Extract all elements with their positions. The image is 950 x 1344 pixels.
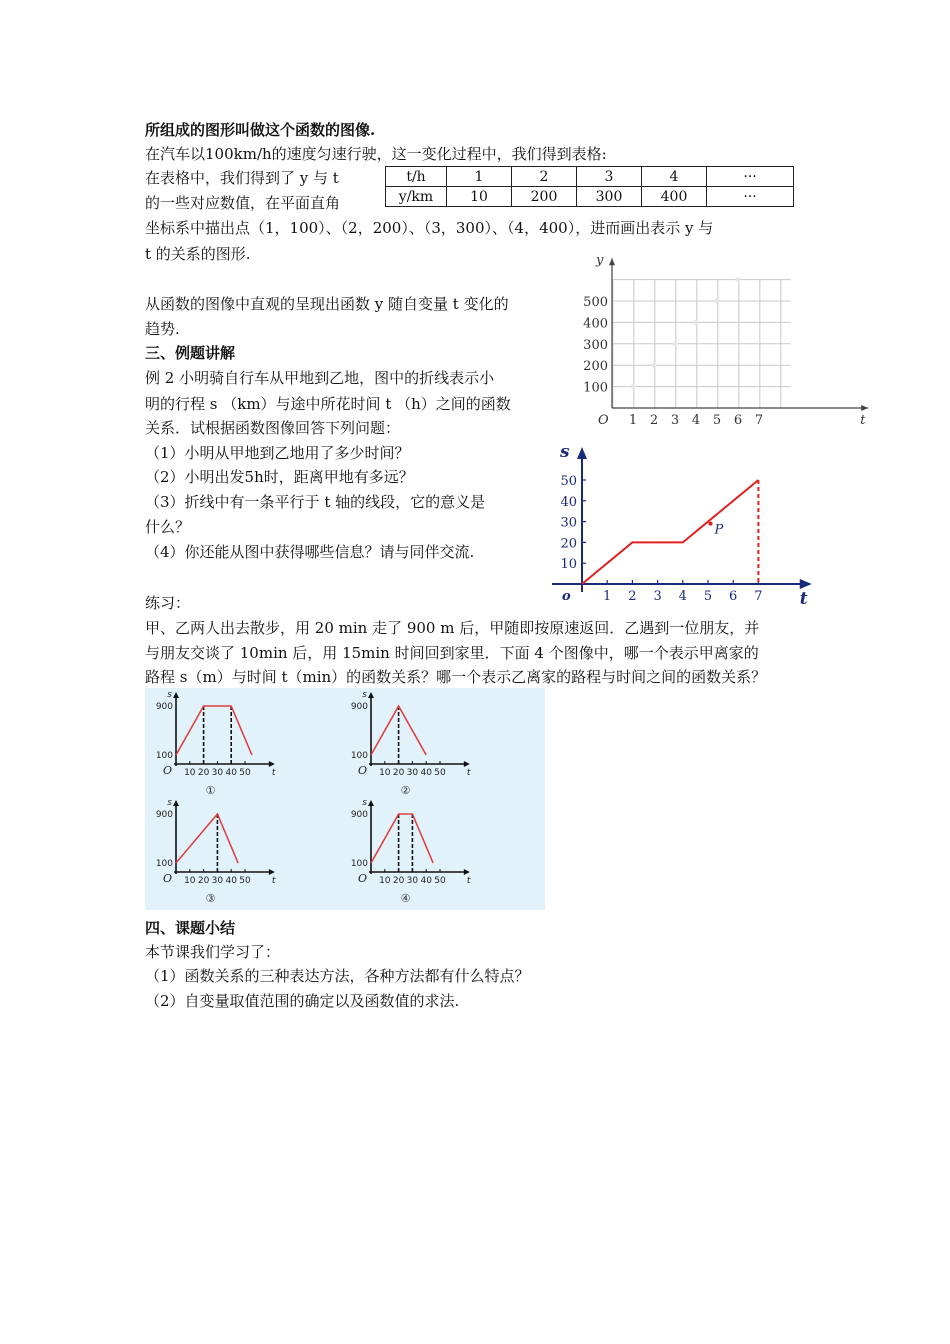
y-tick-label: 300	[583, 337, 608, 353]
origin-label: o	[562, 589, 571, 604]
intro-line-4: 的一些对应数值，在平面直角	[145, 194, 341, 212]
question-4: （4）你还能从图中获得哪些信息？请与同伴交流.	[145, 543, 475, 561]
x-tick-label: 30	[211, 768, 224, 778]
y-tick-label: 900	[155, 810, 173, 820]
x-axis-arrow	[861, 405, 868, 411]
data-point	[631, 384, 636, 389]
data-point	[694, 320, 699, 325]
y-tick-label: 200	[583, 359, 608, 375]
y-tick-label: 100	[350, 859, 368, 869]
graph-caption: ③	[205, 892, 216, 905]
x-tick-label: 6	[729, 589, 738, 604]
y-axis-arrow	[368, 692, 374, 698]
question-2: （2）小明出发5h时，距离甲地有多远？	[145, 468, 414, 486]
x-tick-label: 30	[211, 876, 224, 886]
table-cell: 3	[577, 167, 642, 187]
intro-line-1: 所组成的图形叫做这个函数的图像.	[145, 121, 376, 139]
y-axis-label: s	[362, 798, 367, 808]
summary-line-2: （1）函数关系的三种表达方法，各种方法都有什么特点？	[145, 967, 530, 985]
table-cell: 1	[447, 167, 512, 187]
example-line-2: 明的行程 s （km）与途中所花时间 t （h）之间的函数	[145, 395, 511, 413]
y-tick-label: 100	[583, 380, 608, 396]
x-tick-label: 5	[703, 589, 713, 604]
practice-title: 练习：	[145, 594, 191, 612]
intro-line-5: 坐标系中描出点（1，100）、（2，200）、（3，300）、（4，400），进而画出表示 y 与	[145, 219, 714, 237]
series-line	[371, 814, 433, 863]
x-axis-arrow	[800, 579, 812, 589]
y-tick-label: 50	[560, 474, 577, 489]
data-point	[736, 277, 741, 282]
y-axis-arrow	[609, 258, 615, 265]
question-3a: （3）折线中有一条平行于 t 轴的线段，它的意义是	[145, 493, 486, 511]
x-tick-label: 10	[184, 876, 196, 886]
y-tick-label: 100	[155, 751, 173, 761]
y-axis-label: y	[596, 253, 604, 269]
x-tick-label: 4	[678, 589, 687, 604]
chart-s-vs-t	[552, 440, 812, 610]
x-tick-label: 1	[628, 413, 638, 428]
x-tick-label: 50	[434, 768, 446, 778]
y-tick-label: 20	[560, 536, 577, 552]
table-row	[386, 167, 794, 187]
x-axis-arrow	[464, 869, 470, 875]
x-tick-label: 3	[653, 589, 662, 604]
x-tick-label: 10	[379, 876, 391, 886]
x-axis-label: t	[860, 413, 866, 428]
intro-line-6: t 的关系的图形.	[145, 245, 251, 263]
example-line-3: 关系．试根据函数图像回答下列问题：	[145, 419, 401, 437]
data-point	[715, 299, 720, 304]
question-3b: 什么？	[145, 518, 191, 536]
x-tick-label: 50	[239, 768, 251, 778]
y-tick-label: 10	[560, 557, 577, 573]
x-axis-arrow	[464, 761, 470, 767]
origin-label: O	[357, 764, 367, 777]
data-point	[652, 363, 657, 368]
table-cell: 10	[447, 187, 512, 207]
y-axis-arrow	[577, 447, 587, 459]
x-tick-label: 50	[434, 876, 446, 886]
x-tick-label: 10	[379, 768, 391, 778]
graph-2	[345, 692, 535, 797]
graph-4	[345, 800, 535, 905]
y-tick-label: 40	[560, 494, 577, 510]
x-axis-label: t	[799, 589, 808, 609]
x-tick-label: 20	[392, 876, 405, 886]
x-tick-label: 30	[406, 768, 419, 778]
intro-line-3: 在表格中，我们得到了 y 与 t	[145, 169, 339, 187]
graph-caption: ②	[400, 784, 411, 797]
practice-line-3: 路程 s（m）与时间 t（min）的函数关系？哪一个表示乙离家的路程与时间之间的函数关系？	[145, 668, 767, 686]
y-tick-label: 100	[350, 751, 368, 761]
point-p	[709, 522, 713, 526]
y-tick-label: 400	[583, 316, 608, 332]
table-cell: y/km	[386, 187, 447, 207]
section3-heading: 三、例题讲解	[145, 344, 236, 362]
summary-line-3: （2）自变量取值范围的确定以及函数值的求法.	[145, 992, 460, 1010]
series-line	[176, 814, 238, 863]
graph-1	[150, 692, 340, 797]
summary-line-1: 本节课我们学习了：	[145, 943, 281, 961]
x-tick-label: 1	[603, 589, 612, 604]
x-tick-label: 20	[197, 876, 210, 886]
section4-heading: 四、课题小结	[145, 919, 236, 937]
x-tick-label: 4	[691, 413, 701, 428]
y-tick-label: 900	[350, 702, 368, 712]
table-cell: 300	[577, 187, 642, 207]
x-axis-label: t	[271, 876, 276, 886]
y-axis-label: s	[362, 690, 367, 700]
table-cell: 2	[512, 167, 577, 187]
x-tick-label: 10	[184, 768, 196, 778]
practice-line-1: 甲、乙两人出去散步，用 20 min 走了 900 m 后，甲随即按原速返回．乙遇到一位朋友，并	[145, 619, 760, 637]
data-point	[673, 341, 678, 346]
graph-3	[150, 800, 340, 905]
y-tick-label: 500	[583, 295, 608, 310]
table-cell: ···	[707, 187, 794, 207]
example-line-1: 例 2 小明骑自行车从甲地到乙地，图中的折线表示小	[145, 369, 495, 387]
x-tick-label: 7	[754, 589, 763, 604]
x-axis-label: t	[271, 768, 276, 778]
x-tick-label: 6	[733, 413, 743, 428]
y-axis-arrow	[173, 692, 179, 698]
table-cell: 4	[642, 167, 707, 187]
origin-label: O	[162, 872, 172, 885]
x-tick-label: 7	[754, 413, 764, 428]
question-1: （1）小明从甲地到乙地用了多少时间？	[145, 444, 410, 462]
y-tick-label: 100	[155, 859, 173, 869]
x-tick-label: 20	[392, 768, 405, 778]
intro-line-7: 从函数的图像中直观的呈现出函数 y 随自变量 t 变化的	[145, 295, 509, 313]
series-line	[582, 480, 758, 584]
x-axis-arrow	[269, 869, 275, 875]
x-tick-label: 30	[406, 876, 419, 886]
x-tick-label: 3	[670, 413, 680, 428]
y-axis-arrow	[368, 800, 374, 806]
x-tick-label: 2	[628, 589, 637, 604]
table-cell: 200	[512, 187, 577, 207]
point-p-label: P	[714, 522, 724, 538]
x-axis-arrow	[269, 761, 275, 767]
y-tick-label: 900	[350, 810, 368, 820]
y-axis-label: s	[167, 798, 172, 808]
y-tick-label: 900	[155, 702, 173, 712]
x-tick-label: 50	[239, 876, 251, 886]
x-tick-label: 40	[225, 768, 237, 778]
intro-line-8: 趋势.	[145, 320, 180, 338]
x-tick-label: 40	[225, 876, 237, 886]
x-axis-label: t	[466, 876, 471, 886]
table-cell: t/h	[386, 167, 447, 187]
value-table	[385, 166, 794, 207]
table-cell: ···	[707, 167, 794, 187]
y-axis-label: s	[167, 690, 172, 700]
x-axis-label: t	[466, 768, 471, 778]
table-cell: 400	[642, 187, 707, 207]
series-line	[176, 706, 252, 755]
graph-caption: ④	[400, 892, 411, 905]
intro-line-2: 在汽车以100km/h的速度匀速行驶，这一变化过程中，我们得到表格:	[145, 145, 607, 163]
graph-caption: ①	[205, 784, 216, 797]
x-tick-label: 40	[420, 876, 432, 886]
x-tick-label: 40	[420, 768, 432, 778]
chart-y-vs-t	[580, 250, 866, 430]
origin-label: O	[357, 872, 367, 885]
y-axis-arrow	[173, 800, 179, 806]
x-tick-label: 20	[197, 768, 210, 778]
origin-label: O	[162, 764, 172, 777]
y-axis-label: s	[560, 442, 570, 463]
practice-line-2: 与朋友交谈了 10min 后，用 15min 时间回到家里．下面 4 个图像中，哪一个表示甲离家的	[145, 644, 759, 662]
y-tick-label: 30	[560, 515, 577, 531]
x-tick-label: 2	[649, 413, 659, 428]
origin-label: O	[598, 413, 609, 428]
table-row	[386, 187, 794, 207]
x-tick-label: 5	[712, 413, 722, 428]
